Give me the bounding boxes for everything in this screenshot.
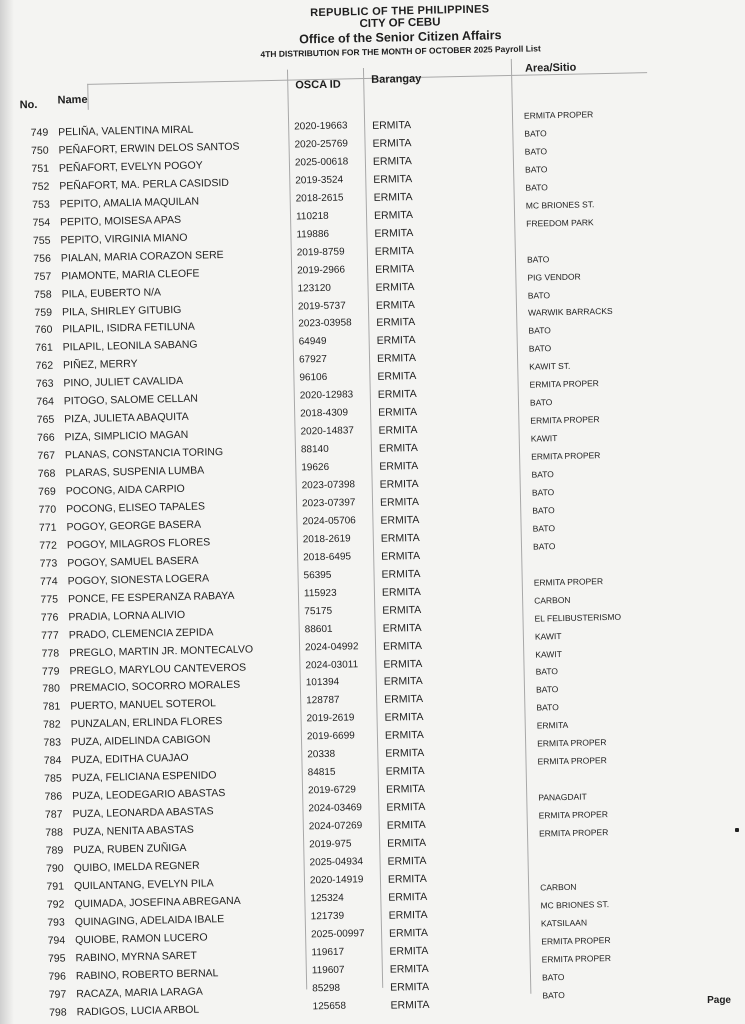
row-number: 749 bbox=[30, 126, 49, 140]
row-area-sitio: ERMITA bbox=[536, 720, 569, 731]
row-barangay: ERMITA bbox=[385, 765, 425, 778]
row-barangay: ERMITA bbox=[380, 531, 420, 545]
row-barangay: ERMITA bbox=[375, 262, 415, 276]
row-area-sitio: ERMITA PROPER bbox=[541, 934, 611, 947]
row-area-sitio: BATO bbox=[535, 684, 559, 695]
row-osca-id: 2020-12983 bbox=[299, 389, 354, 402]
row-osca-id: 119886 bbox=[296, 228, 330, 241]
row-osca-id: 56395 bbox=[303, 569, 332, 582]
row-name: PUZA, AIDELINDA CABIGON bbox=[70, 733, 211, 749]
row-name: PUZA, LEONARDA ABASTAS bbox=[72, 805, 214, 821]
row-osca-id: 2019-975 bbox=[309, 838, 352, 851]
row-barangay: ERMITA bbox=[379, 495, 420, 509]
row-area-sitio: FREEDOM PARK bbox=[526, 216, 594, 229]
row-name: QUINAGING, ADELAIDA IBALE bbox=[74, 912, 225, 929]
row-number: 776 bbox=[40, 611, 59, 624]
row-barangay: ERMITA bbox=[382, 639, 423, 653]
row-osca-id: 2024-05706 bbox=[302, 515, 356, 528]
row-osca-id: 2023-03958 bbox=[298, 317, 352, 330]
row-name: PEPITO, MOISESA APAS bbox=[59, 213, 182, 229]
row-barangay: ERMITA bbox=[374, 244, 414, 258]
row-number: 752 bbox=[31, 180, 50, 193]
row-osca-id: 125324 bbox=[310, 892, 344, 905]
row-osca-id: 75175 bbox=[304, 605, 333, 618]
row-name: POCONG, ELISEO TAPALES bbox=[66, 500, 206, 516]
row-name: PUZA, EDITHA CUAJAO bbox=[71, 752, 189, 767]
row-area-sitio: KATSILAAN bbox=[540, 917, 588, 929]
row-name: PIÑEZ, MERRY bbox=[62, 358, 138, 372]
row-area-sitio: KAWIT bbox=[534, 630, 562, 642]
row-number: 762 bbox=[35, 359, 54, 373]
row-number: 750 bbox=[30, 144, 49, 157]
row-osca-id: 88601 bbox=[304, 623, 333, 635]
row-name: PEÑAFORT, MA. PERLA CASIDSID bbox=[59, 176, 230, 193]
row-number: 791 bbox=[46, 880, 65, 893]
col-no: No. bbox=[19, 98, 38, 112]
row-number: 778 bbox=[41, 647, 60, 660]
row-barangay: ERMITA bbox=[389, 962, 429, 976]
row-osca-id: 2020-14919 bbox=[309, 874, 364, 887]
row-name: PINO, JULIET CAVALIDA bbox=[63, 375, 184, 390]
row-barangay: ERMITA bbox=[383, 675, 423, 689]
row-area-sitio: BATO bbox=[541, 971, 565, 983]
row-number: 757 bbox=[33, 270, 52, 283]
row-number: 798 bbox=[49, 1006, 67, 1019]
row-area-sitio: BATO bbox=[524, 146, 548, 157]
row-name: POCONG, AIDA CARPIO bbox=[65, 482, 185, 498]
row-barangay: ERMITA bbox=[372, 154, 412, 168]
header-top-rule bbox=[87, 72, 647, 85]
row-barangay: ERMITA bbox=[378, 442, 418, 455]
row-number: 756 bbox=[33, 252, 51, 265]
row-osca-id: 67927 bbox=[298, 354, 327, 366]
row-number: 793 bbox=[47, 916, 65, 929]
row-number: 789 bbox=[45, 844, 64, 857]
row-name: PUZA, RUBEN ZUÑIGA bbox=[73, 841, 187, 857]
row-number: 770 bbox=[38, 503, 57, 516]
row-area-sitio: BATO bbox=[528, 325, 551, 337]
row-number: 795 bbox=[47, 952, 66, 965]
row-name: PREGLO, MARTIN JR. MONTECALVO bbox=[69, 643, 254, 659]
row-number: 768 bbox=[37, 467, 56, 480]
row-osca-id: 88140 bbox=[300, 443, 329, 456]
row-number: 755 bbox=[32, 234, 51, 247]
row-osca-id: 84815 bbox=[307, 766, 336, 779]
page-label: Page bbox=[707, 995, 731, 1006]
row-area-sitio: BATO bbox=[529, 397, 553, 408]
row-name: PIZA, SIMPLICIO MAGAN bbox=[64, 428, 189, 444]
row-name: QUILANTANG, EVELYN PILA bbox=[73, 877, 214, 893]
row-area-sitio: BATO bbox=[527, 289, 551, 301]
row-name: POGOY, SIONESTA LOGERA bbox=[67, 572, 210, 588]
row-area-sitio: ERMITA PROPER bbox=[523, 109, 594, 121]
row-area-sitio: BATO bbox=[525, 182, 548, 193]
row-osca-id: 125658 bbox=[312, 1000, 347, 1012]
row-barangay: ERMITA bbox=[372, 136, 412, 150]
row-name: PILAPIL, LEONILA SABANG bbox=[62, 338, 198, 354]
row-barangay: ERMITA bbox=[376, 334, 416, 348]
row-area-sitio: EL FELIBUSTERISMO bbox=[534, 611, 622, 624]
row-osca-id: 2023-07397 bbox=[301, 497, 356, 510]
row-area-sitio: BATO bbox=[526, 253, 550, 265]
row-osca-id: 119617 bbox=[311, 946, 345, 959]
row-area-sitio: PANAGDAIT bbox=[538, 791, 587, 803]
row-osca-id: 119607 bbox=[311, 964, 345, 976]
row-osca-id: 2020-14837 bbox=[300, 425, 355, 438]
row-number: 788 bbox=[45, 826, 64, 839]
header-distribution: 4TH DISTRIBUTION FOR THE MONTH OF OCTOBER 2025 Payroll List bbox=[260, 43, 541, 60]
row-name: PEÑAFORT, ERWIN DELOS SANTOS bbox=[58, 140, 240, 157]
row-name: PUZA, FELICIANA ESPENIDO bbox=[71, 769, 217, 785]
row-name: PEÑAFORT, EVELYN POGOY bbox=[58, 159, 203, 175]
row-osca-id: 2018-6495 bbox=[303, 551, 352, 564]
header-city: CITY OF CEBU bbox=[359, 16, 441, 31]
row-number: 790 bbox=[45, 862, 64, 875]
row-barangay: ERMITA bbox=[384, 711, 424, 725]
row-name: PREGLO, MARYLOU CANTEVEROS bbox=[69, 661, 247, 677]
row-barangay: ERMITA bbox=[382, 621, 422, 635]
row-osca-id: 128787 bbox=[306, 695, 340, 707]
row-name: PIZA, JULIETA ABAQUITA bbox=[64, 410, 189, 426]
row-barangay: ERMITA bbox=[386, 818, 426, 832]
row-barangay: ERMITA bbox=[384, 693, 424, 707]
row-area-sitio: BATO bbox=[542, 989, 565, 1001]
row-area-sitio: ERMITA PROPER bbox=[541, 952, 612, 965]
row-barangay: ERMITA bbox=[385, 747, 425, 760]
row-name: PUZA, NENITA ABASTAS bbox=[72, 823, 194, 839]
row-area-sitio: CARBON bbox=[534, 594, 571, 606]
col-barangay: Barangay bbox=[371, 72, 422, 86]
row-number: 766 bbox=[36, 431, 55, 445]
row-name: PONCE, FE ESPERANZA RABAYA bbox=[67, 589, 235, 606]
row-name: QUIBO, IMELDA REGNER bbox=[73, 859, 200, 875]
row-name: PILA, EUBERTO N/A bbox=[61, 285, 162, 300]
row-area-sitio: KAWIT bbox=[530, 433, 558, 444]
row-name: POGOY, GEORGE BASERA bbox=[66, 518, 202, 534]
row-area-sitio: WARWIK BARRACKS bbox=[528, 306, 613, 319]
row-barangay: ERMITA bbox=[380, 513, 420, 527]
row-osca-id: 2019-2966 bbox=[297, 264, 346, 277]
row-name: PRADO, CLEMENCIA ZEPIDA bbox=[68, 625, 214, 641]
row-barangay: ERMITA bbox=[388, 926, 429, 940]
row-barangay: ERMITA bbox=[384, 729, 424, 743]
row-number: 782 bbox=[42, 718, 61, 732]
row-area-sitio: BATO bbox=[524, 128, 547, 139]
row-name: QUIOBE, RAMON LUCERO bbox=[75, 931, 208, 947]
row-number: 759 bbox=[34, 306, 53, 319]
col-area-sitio: Area/Sitio bbox=[524, 61, 577, 75]
row-number: 797 bbox=[48, 988, 67, 1001]
row-osca-id: 121739 bbox=[310, 910, 345, 923]
row-number: 769 bbox=[38, 485, 56, 498]
row-area-sitio: ERMITA PROPER bbox=[537, 737, 607, 749]
row-osca-id: 2023-07398 bbox=[301, 479, 356, 492]
row-name: PRADIA, LORNA ALIVIO bbox=[68, 608, 186, 623]
row-area-sitio: ERMITA PROPER bbox=[531, 450, 601, 462]
row-number: 772 bbox=[39, 539, 58, 552]
row-osca-id: 2024-07269 bbox=[308, 820, 363, 833]
row-barangay: ERMITA bbox=[389, 944, 429, 958]
row-area-sitio: ERMITA PROPER bbox=[538, 809, 609, 821]
row-number: 767 bbox=[37, 449, 56, 463]
row-area-sitio: BATO bbox=[531, 469, 554, 480]
row-area-sitio: ERMITA PROPER bbox=[533, 575, 604, 588]
row-osca-id: 2024-03011 bbox=[305, 658, 359, 671]
row-barangay: ERMITA bbox=[374, 226, 414, 240]
row-barangay: ERMITA bbox=[381, 567, 421, 581]
header-office: Office of the Senior Citizen Affairs bbox=[299, 28, 502, 47]
row-osca-id: 2019-2619 bbox=[306, 712, 355, 725]
row-osca-id: 2018-4309 bbox=[300, 407, 349, 420]
row-osca-id: 64949 bbox=[298, 336, 327, 348]
row-number: 780 bbox=[42, 682, 61, 696]
row-osca-id: 2025-04934 bbox=[309, 856, 364, 869]
row-number: 785 bbox=[44, 772, 62, 786]
row-area-sitio: BATO bbox=[532, 522, 556, 534]
row-barangay: ERMITA bbox=[390, 998, 430, 1012]
row-name: POGOY, MILAGROS FLORES bbox=[66, 536, 211, 552]
row-osca-id: 2020-25769 bbox=[294, 138, 349, 151]
row-osca-id: 2024-03469 bbox=[308, 802, 362, 815]
row-barangay: ERMITA bbox=[387, 854, 427, 868]
row-name: PREMACIO, SOCORRO MORALES bbox=[69, 679, 241, 695]
row-osca-id: 2019-5737 bbox=[297, 299, 346, 312]
row-osca-id: 123120 bbox=[297, 282, 332, 295]
row-name: PUZA, LEODEGARIO ABASTAS bbox=[72, 787, 226, 803]
row-barangay: ERMITA bbox=[390, 980, 430, 994]
row-osca-id: 101394 bbox=[305, 677, 340, 689]
row-number: 763 bbox=[35, 377, 54, 391]
row-barangay: ERMITA bbox=[378, 406, 418, 419]
row-number: 784 bbox=[43, 754, 62, 768]
row-barangay: ERMITA bbox=[377, 370, 417, 384]
row-number: 786 bbox=[44, 790, 63, 804]
row-osca-id: 2019-6729 bbox=[307, 784, 357, 797]
row-number: 792 bbox=[46, 898, 65, 911]
row-barangay: ERMITA bbox=[381, 585, 421, 599]
row-area-sitio: CARBON bbox=[540, 881, 577, 893]
row-barangay: ERMITA bbox=[373, 190, 413, 204]
row-osca-id: 2025-00997 bbox=[310, 927, 365, 941]
row-number: 794 bbox=[47, 934, 66, 947]
row-barangay: ERMITA bbox=[386, 801, 426, 814]
row-name: PLARAS, SUSPENIA LUMBA bbox=[65, 464, 205, 480]
row-barangay: ERMITA bbox=[373, 208, 414, 222]
row-area-sitio: BATO bbox=[536, 702, 559, 713]
row-osca-id: 2019-6699 bbox=[306, 730, 355, 743]
row-name: POGOY, SAMUEL BASERA bbox=[67, 554, 199, 570]
row-osca-id: 115923 bbox=[303, 587, 337, 600]
row-number: 758 bbox=[33, 288, 52, 301]
row-name: PIAMONTE, MARIA CLEOFE bbox=[61, 267, 200, 283]
row-area-sitio: ERMITA PROPER bbox=[529, 378, 599, 390]
row-name: RADIGOS, LUCIA ARBOL bbox=[76, 1003, 200, 1018]
row-barangay: ERMITA bbox=[387, 872, 427, 886]
row-area-sitio: BATO bbox=[531, 487, 555, 498]
row-osca-id: 2020-19663 bbox=[294, 120, 348, 133]
row-barangay: ERMITA bbox=[388, 908, 428, 922]
row-osca-id: 2018-2619 bbox=[302, 533, 351, 546]
row-name: PIALAN, MARIA CORAZON SERE bbox=[60, 248, 224, 265]
row-number: 761 bbox=[35, 342, 53, 355]
row-area-sitio: MC BRIONES ST. bbox=[540, 898, 610, 911]
row-number: 781 bbox=[42, 700, 61, 714]
header-republic: REPUBLIC OF THE PHILIPPINES bbox=[310, 3, 490, 20]
row-osca-id: 2024-04992 bbox=[304, 640, 359, 653]
row-barangay: ERMITA bbox=[387, 836, 427, 850]
row-osca-id: 96106 bbox=[299, 372, 328, 384]
row-osca-id: 85298 bbox=[312, 982, 341, 994]
col-osca-id: OSCA ID bbox=[295, 78, 341, 92]
row-osca-id: 2025-00618 bbox=[294, 156, 349, 169]
row-osca-id: 19626 bbox=[301, 461, 330, 474]
row-area-sitio: BATO bbox=[525, 164, 548, 175]
row-name: RABINO, ROBERTO BERNAL bbox=[75, 966, 219, 982]
row-area-sitio: BATO bbox=[535, 666, 559, 678]
row-barangay: ERMITA bbox=[381, 549, 421, 563]
row-barangay: ERMITA bbox=[388, 890, 428, 904]
row-number: 751 bbox=[31, 162, 50, 175]
row-number: 783 bbox=[43, 736, 62, 750]
row-number: 753 bbox=[32, 198, 50, 211]
row-number: 771 bbox=[38, 521, 57, 534]
row-area-sitio: BATO bbox=[528, 343, 552, 354]
row-barangay: ERMITA bbox=[382, 603, 422, 617]
row-number: 777 bbox=[41, 629, 59, 642]
row-name: PUERTO, MANUEL SOTEROL bbox=[70, 697, 217, 713]
row-barangay: ERMITA bbox=[377, 388, 417, 402]
payroll-sheet bbox=[10, 0, 731, 1024]
row-name: PEPITO, AMALIA MAQUILAN bbox=[59, 195, 200, 211]
row-number: 779 bbox=[41, 665, 60, 678]
row-osca-id: 20338 bbox=[307, 749, 336, 761]
row-osca-id: 2018-2615 bbox=[295, 192, 344, 205]
row-name: PILAPIL, ISIDRA FETILUNA bbox=[62, 321, 195, 336]
scan-speck bbox=[735, 828, 739, 832]
row-number: 764 bbox=[36, 395, 55, 409]
row-number: 773 bbox=[39, 557, 58, 570]
row-area-sitio: KAWIT ST. bbox=[529, 361, 571, 372]
row-number: 760 bbox=[34, 324, 53, 337]
row-number: 774 bbox=[39, 575, 58, 588]
col-name: Name bbox=[57, 93, 88, 107]
row-osca-id: 110218 bbox=[295, 210, 329, 223]
row-area-sitio: BATO bbox=[532, 505, 555, 516]
row-name: PILA, SHIRLEY GITUBIG bbox=[61, 303, 182, 318]
row-barangay: ERMITA bbox=[378, 424, 418, 437]
row-barangay: ERMITA bbox=[373, 172, 413, 186]
row-barangay: ERMITA bbox=[376, 352, 417, 366]
row-osca-id: 2019-8759 bbox=[296, 246, 345, 259]
row-name: RABINO, MYRNA SARET bbox=[75, 949, 197, 964]
row-area-sitio: ERMITA PROPER bbox=[537, 755, 607, 767]
row-number: 775 bbox=[40, 593, 59, 606]
row-area-sitio: PIG VENDOR bbox=[527, 271, 581, 283]
row-area-sitio: MC BRIONES ST. bbox=[525, 198, 595, 211]
row-name: PITOGO, SALOME CELLAN bbox=[63, 392, 198, 408]
row-name: PELIÑA, VALENTINA MIRAL bbox=[58, 123, 194, 139]
row-barangay: ERMITA bbox=[376, 316, 416, 330]
row-name: QUIMADA, JOSEFINA ABREGANA bbox=[74, 894, 241, 911]
row-name: PLANAS, CONSTANCIA TORING bbox=[64, 446, 224, 462]
row-osca-id: 2019-3524 bbox=[295, 174, 344, 187]
row-area-sitio: ERMITA PROPER bbox=[538, 827, 609, 839]
row-barangay: ERMITA bbox=[383, 657, 423, 671]
row-barangay: ERMITA bbox=[385, 783, 426, 796]
row-area-sitio: BATO bbox=[532, 540, 556, 552]
row-name: PEPITO, VIRGINIA MIANO bbox=[60, 231, 188, 247]
row-barangay: ERMITA bbox=[375, 280, 415, 294]
row-name: PUNZALAN, ERLINDA FLORES bbox=[70, 715, 223, 731]
row-barangay: ERMITA bbox=[375, 298, 415, 312]
row-number: 796 bbox=[48, 970, 67, 983]
row-area-sitio: ERMITA PROPER bbox=[530, 414, 600, 426]
row-number: 754 bbox=[32, 216, 51, 229]
row-barangay: ERMITA bbox=[372, 119, 412, 132]
row-barangay: ERMITA bbox=[379, 477, 419, 491]
row-number: 787 bbox=[44, 808, 63, 821]
row-name: RACAZA, MARIA LARAGA bbox=[76, 985, 204, 1000]
row-number: 765 bbox=[36, 413, 55, 427]
row-barangay: ERMITA bbox=[379, 460, 419, 473]
row-area-sitio: KAWIT bbox=[535, 648, 562, 660]
